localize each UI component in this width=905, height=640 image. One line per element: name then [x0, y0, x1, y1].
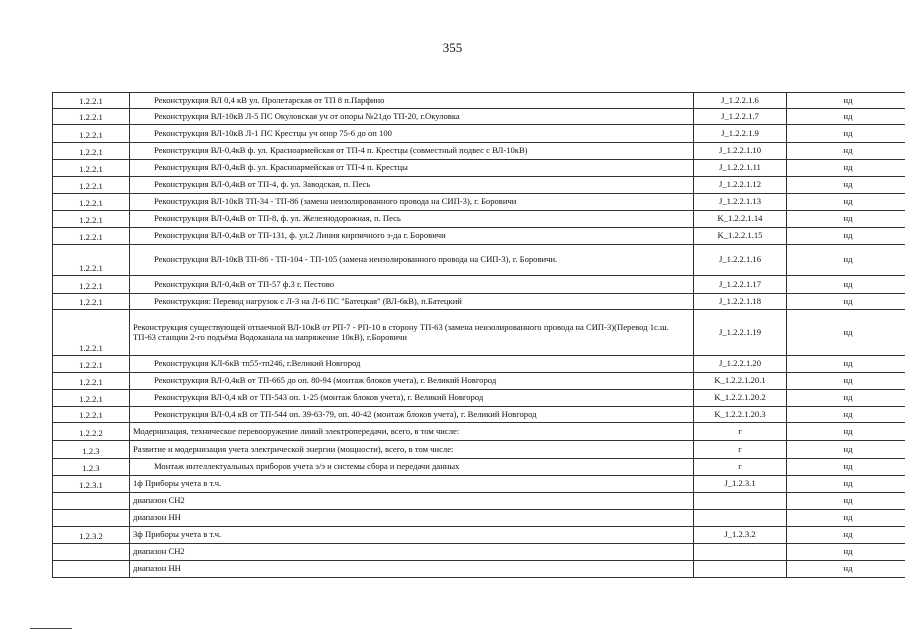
row-name: Реконструкция КЛ-6кВ тп55-тп246, г.Великий Новгород: [130, 356, 694, 373]
row-value: нд: [787, 228, 905, 245]
row-number: 1.2.2.1: [53, 373, 130, 390]
row-code: J_1.2.2.1.7: [694, 109, 787, 125]
row-number: [53, 544, 130, 561]
row-name: Реконструкция ВЛ-0,4кВ от ТП-665 до оп. 80-94 (монтаж блоков учета), г. Великий Новгород: [130, 373, 694, 390]
row-value: нд: [787, 510, 905, 527]
row-number: [53, 510, 130, 527]
row-code: K_1.2.2.1.14: [694, 211, 787, 228]
table-row: [53, 177, 905, 194]
table-row: [53, 510, 905, 527]
table-row: [53, 143, 905, 160]
table-row: [53, 194, 905, 211]
row-code: J_1.2.2.1.12: [694, 177, 787, 194]
row-number: 1.2.2.1: [53, 93, 130, 109]
row-value: нд: [787, 160, 905, 177]
row-name: Реконструкция существующей отпаечной ВЛ-10кВ от РП-7 - РП-10 в сторону ТП-63 (замена неизолированного провода на СИП-3)(Перевод 1с.ш. ТП-63 станции 2-го подъёма Водоканала на напряжение 10кВ), г.Боровичи: [130, 310, 694, 356]
table-row: [53, 228, 905, 245]
table-row: [53, 109, 905, 125]
row-number: 1.2.2.1: [53, 390, 130, 407]
row-value: нд: [787, 544, 905, 561]
row-number: 1.2.2.1: [53, 125, 130, 143]
row-name: Реконструкция ВЛ-0,4кВ от ТП-131, ф. ул.2 Линия кирпичного з-да г. Боровичи: [130, 228, 694, 245]
row-value: нд: [787, 561, 905, 578]
row-name: Развитие и модернизация учета электрической энергии (мощности), всего, в том числе:: [130, 441, 694, 459]
row-code: J_1.2.2.1.6: [694, 93, 787, 109]
row-code: J_1.2.2.1.16: [694, 245, 787, 276]
row-name: Реконструкция ВЛ-10кВ ТП-86 - ТП-104 - ТП-105 (замена неизолированного провода на СИП-3), г. Боровичи.: [130, 245, 694, 276]
table-row: [53, 476, 905, 493]
row-value: нд: [787, 93, 905, 109]
row-name: Реконструкция ВЛ-10кВ Л-1 ПС Крестцы уч опор 75-6 до оп 100: [130, 125, 694, 143]
row-number: [53, 561, 130, 578]
row-number: 1.2.3: [53, 441, 130, 459]
row-number: 1.2.2.1: [53, 194, 130, 211]
table-row: [53, 423, 905, 441]
row-name: диапазон СН2: [130, 493, 694, 510]
row-code: J_1.2.2.1.19: [694, 310, 787, 356]
row-name: Реконструкция ВЛ-0,4 кВ от ТП-544 оп. 39-63-79, оп. 40-42 (монтаж блоков учета), г. Великий Новгород: [130, 407, 694, 423]
page-number: 355: [442, 40, 463, 55]
table-row: [53, 441, 905, 459]
row-value: нд: [787, 390, 905, 407]
row-name: Реконструкция ВЛ-0,4кВ от ТП-8, ф. ул. Железнодорожная, п. Песь: [130, 211, 694, 228]
row-name: Реконструкция ВЛ-0,4 кВ от ТП-543 оп. 1-25 (монтаж блоков учета), г. Великий Новгород: [130, 390, 694, 407]
table-row: [53, 527, 905, 544]
row-number: 1.2.2.1: [53, 294, 130, 310]
row-number: 1.2.3: [53, 459, 130, 476]
row-code: J_1.2.2.1.20: [694, 356, 787, 373]
row-name: диапазон НН: [130, 510, 694, 527]
row-value: нд: [787, 125, 905, 143]
row-code: J_1.2.2.1.10: [694, 143, 787, 160]
row-value: нд: [787, 476, 905, 493]
row-value: нд: [787, 177, 905, 194]
table-row: [53, 459, 905, 476]
row-code: г: [694, 423, 787, 441]
row-code: [694, 493, 787, 510]
row-value: нд: [787, 310, 905, 356]
row-number: 1.2.2.1: [53, 143, 130, 160]
row-value: нд: [787, 294, 905, 310]
row-code: J_1.2.2.1.13: [694, 194, 787, 211]
table-row: [53, 373, 905, 390]
row-number: 1.2.2.1: [53, 276, 130, 294]
row-code: [694, 544, 787, 561]
table-row: [53, 356, 905, 373]
table-row: [53, 245, 905, 276]
row-number: 1.2.2.1: [53, 109, 130, 125]
table-body: [53, 93, 905, 578]
row-value: нд: [787, 245, 905, 276]
table-row: [53, 544, 905, 561]
row-code: J_1.2.2.1.18: [694, 294, 787, 310]
table-row: [53, 390, 905, 407]
row-code: K_1.2.2.1.20.3: [694, 407, 787, 423]
row-number: 1.2.2.1: [53, 310, 130, 356]
row-number: 1.2.2.1: [53, 228, 130, 245]
row-name: Модернизация, техническое перевооружение линий электропередачи, всего, в том числе:: [130, 423, 694, 441]
row-name: Реконструкция ВЛ-0,4кВ ф. ул. Красноармейская от ТП-4 п. Крестцы: [130, 160, 694, 177]
row-number: 1.2.3.1: [53, 476, 130, 493]
row-value: нд: [787, 109, 905, 125]
row-value: нд: [787, 527, 905, 544]
row-name: Монтаж интеллектуальных приборов учета э/э и системы сбора и передачи данных: [130, 459, 694, 476]
row-name: Реконструкция: Перевод нагрузок с Л-3 на Л-6 ПС "Батецкая" (ВЛ-6кВ), п.Батецкий: [130, 294, 694, 310]
row-code: K_1.2.2.1.20.2: [694, 390, 787, 407]
row-name: диапазон СН2: [130, 544, 694, 561]
row-name: диапазон НН: [130, 561, 694, 578]
row-number: 1.2.2.2: [53, 423, 130, 441]
row-number: 1.2.2.1: [53, 245, 130, 276]
row-code: J_1.2.3.1: [694, 476, 787, 493]
row-value: нд: [787, 423, 905, 441]
row-code: [694, 510, 787, 527]
row-value: нд: [787, 194, 905, 211]
row-value: нд: [787, 407, 905, 423]
table-row: [53, 493, 905, 510]
footnote-separator: [30, 628, 72, 629]
row-name: 1ф Приборы учета в т.ч.: [130, 476, 694, 493]
row-value: нд: [787, 493, 905, 510]
row-number: [53, 493, 130, 510]
row-name: Реконструкция ВЛ-10кВ ТП-34 - ТП-86 (замена неизолированного провода на СИП-3), г. Боровичи: [130, 194, 694, 211]
row-number: 1.2.3.2: [53, 527, 130, 544]
table-row: [53, 160, 905, 177]
row-value: нд: [787, 459, 905, 476]
row-code: г: [694, 441, 787, 459]
row-number: 1.2.2.1: [53, 177, 130, 194]
row-number: 1.2.2.1: [53, 356, 130, 373]
row-number: 1.2.2.1: [53, 407, 130, 423]
row-value: нд: [787, 373, 905, 390]
row-name: Реконструкция ВЛ-0,4кВ от ТП-57 ф.3 г. Пестово: [130, 276, 694, 294]
row-code: K_1.2.2.1.15: [694, 228, 787, 245]
table-row: [53, 276, 905, 294]
row-value: нд: [787, 211, 905, 228]
row-name: Реконструкция ВЛ-0,4кВ от ТП-4, ф. ул. Заводская, п. Песь: [130, 177, 694, 194]
row-name: Реконструкция ВЛ 0,4 кВ ул. Пролетарская от ТП 8 п.Парфино: [130, 93, 694, 109]
table-row: [53, 561, 905, 578]
table-row: [53, 407, 905, 423]
table-row: [53, 310, 905, 356]
row-number: 1.2.2.1: [53, 160, 130, 177]
table-row: [53, 294, 905, 310]
investment-table: [52, 92, 905, 578]
row-number: 1.2.2.1: [53, 211, 130, 228]
row-value: нд: [787, 441, 905, 459]
table-row: [53, 211, 905, 228]
row-code: г: [694, 459, 787, 476]
row-code: J_1.2.2.1.9: [694, 125, 787, 143]
row-value: нд: [787, 356, 905, 373]
row-name: Реконструкция ВЛ-0,4кВ ф. ул. Красноармейская от ТП-4 п. Крестцы (совместный подвес с ВЛ-10кВ): [130, 143, 694, 160]
row-code: J_1.2.2.1.17: [694, 276, 787, 294]
row-code: J_1.2.2.1.11: [694, 160, 787, 177]
row-name: 3ф Приборы учета в т.ч.: [130, 527, 694, 544]
row-code: J_1.2.3.2: [694, 527, 787, 544]
row-code: [694, 561, 787, 578]
row-name: Реконструкция ВЛ-10кВ Л-5 ПС Окуловская уч от опоры №21до ТП-20, г.Окуловка: [130, 109, 694, 125]
table-row: [53, 93, 905, 109]
table-row: [53, 125, 905, 143]
row-code: K_1.2.2.1.20.1: [694, 373, 787, 390]
row-value: нд: [787, 143, 905, 160]
row-value: нд: [787, 276, 905, 294]
